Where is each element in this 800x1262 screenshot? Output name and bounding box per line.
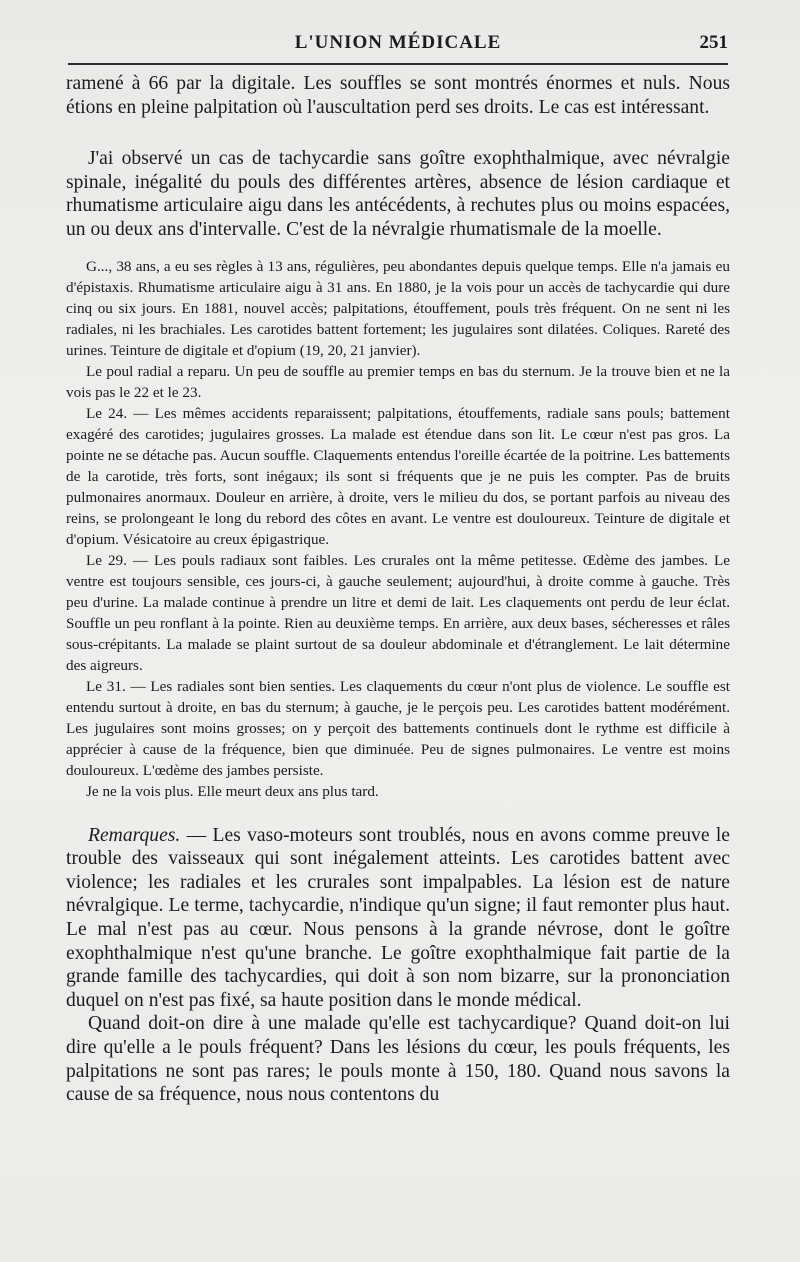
paragraph-continued: ramené à 66 par la digitale. Les souffles se sont montrés énormes et nuls. Nous étions en pleine palpitation où l'auscultation perd ses droits. Le cas est intéressant.: [66, 73, 730, 118]
case-observation: [66, 256, 730, 802]
remarks-text: — Les vaso-moteurs sont troublés, nous en avons comme preuve le trouble des vaisseaux qui sont inégalement atteints. Les carotides battent avec violence; les radiales et les crurales sont impalpables. La lésion est de nature névralgique. Le terme, tachycardie, n'indique qu'un signe; il faut remonter plus haut. Le mal n'est pas au cœur. Nous pensons à la grande névrose, dont le goître exophthalmique n'est qu'une branche. Le goître exophthalmique fait partie de la grande famille des tachycardies, qui doit à son nom bizarre, sur la prononciation duquel on n'est pas fixé, sa haute position dans le monde médical.: [66, 824, 730, 1011]
observation-paragraph: Je ne la vois plus. Elle meurt deux ans plus tard.: [86, 782, 379, 800]
running-header: [68, 28, 728, 60]
header-rule: [68, 63, 728, 65]
observation-paragraph: G..., 38 ans, a eu ses règles à 13 ans, régulières, peu abondantes depuis quelque temps. Elle n'a jamais eu d'épistaxis. Rhumatisme articulaire aigu à 31 ans. En 1880, je la vois pour un accès de tachycardie qui dure cinq ou six jours. En 1881, nouvel accès; palpitations, étouffement, pouls très fréquent. On ne sent ni les radiales, ni les brachiales. Les carotides battent fortement; les jugulaires sont dilatées. Coliques. Rareté des urines. Teinture de digitale et d'opium (19, 20, 21 janvier).: [66, 257, 730, 359]
observation-paragraph: Le 29. — Les pouls radiaux sont faibles. Les crurales ont la même petitesse. Œdème des jambes. Le ventre est toujours sensible, ces jours-ci, à gauche seulement; aujourd'hui, à droite comme à gauche. Très peu d'urine. La malade continue à prendre un litre et demi de lait. Les claquements ont perdu de leur éclat. Souffle un peu ronflant à la pointe. Rien au deuxième temps. En arrière, aux deux bases, sécheresses et râles sous-crépitants. La malade se plaint surtout de sa douleur abdominale et d'étranglement. Le lait détermine des aigreurs.: [66, 551, 730, 674]
observation-paragraph: Le 24. — Les mêmes accidents reparaissent; palpitations, étouffements, radiale sans pouls; battement exagéré des carotides; jugulaires grosses. La malade est étendue dans son lit. Le cœur n'est pas gros. La pointe ne se détache pas. Aucun souffle. Claquements entendus l'oreille écartée de la poitrine. Les battements de la carotide, très forts, sont inégaux; ils sont si fréquents que je ne puis les compter. Pas de bruits pulmonaires anormaux. Douleur en arrière, à droite, vers le milieu du dos, se portant parfois au niveau des reins, se prolongeant le long du rebord des côtes en avant. Le ventre est douloureux. Teinture de digitale et d'opium. Vésicatoire au creux épigastrique.: [66, 404, 730, 548]
paragraph-case-intro: J'ai observé un cas de tachycardie sans goître exophthalmique, avec névralgie spinale, inégalité du pouls des différentes artères, absence de lésion cardiaque et rhumatisme articulaire aigu dans les antécédents, à rechutes plus ou moins espacées, un ou deux ans d'intervalle. C'est de la névralgie rhumatismale de la moelle.: [66, 148, 730, 240]
journal-title: L'UNION MÉDICALE: [294, 32, 502, 53]
page-body: [66, 72, 730, 1107]
remarks-paragraph-2: Quand doit-on dire à une malade qu'elle est tachycardique? Quand doit-on lui dire qu'elle a le pouls fréquent? Dans les lésions du cœur, les pouls fréquents, les palpitations ne sont pas rares; le pouls monte à 150, 180. Quand nous savons la cause de sa fréquence, nous nous contentons du: [66, 1013, 730, 1106]
remarks-section: [66, 824, 730, 1107]
page-number: 251: [699, 32, 728, 53]
remarks-heading: Remarques.: [88, 824, 181, 846]
remarks-paragraph: [66, 824, 730, 1013]
observation-paragraph: Le poul radial a reparu. Un peu de souffle au premier temps en bas du sternum. Je la trouve bien et ne la vois pas le 22 et le 23.: [66, 362, 730, 401]
observation-paragraph: Le 31. — Les radiales sont bien senties. Les claquements du cœur n'ont plus de violence. Le souffle est entendu surtout à droite, en bas du sternum; à gauche, je le perçois peu. Les carotides battent modérément. Les jugulaires sont moins grosses; on y perçoit des battements continuels dont le rythme est difficile à apprécier à cause de la fréquence, bien que diminuée. Peu de signes pulmonaires. Le ventre est moins douloureux. L'œdème des jambes persiste.: [66, 677, 730, 779]
